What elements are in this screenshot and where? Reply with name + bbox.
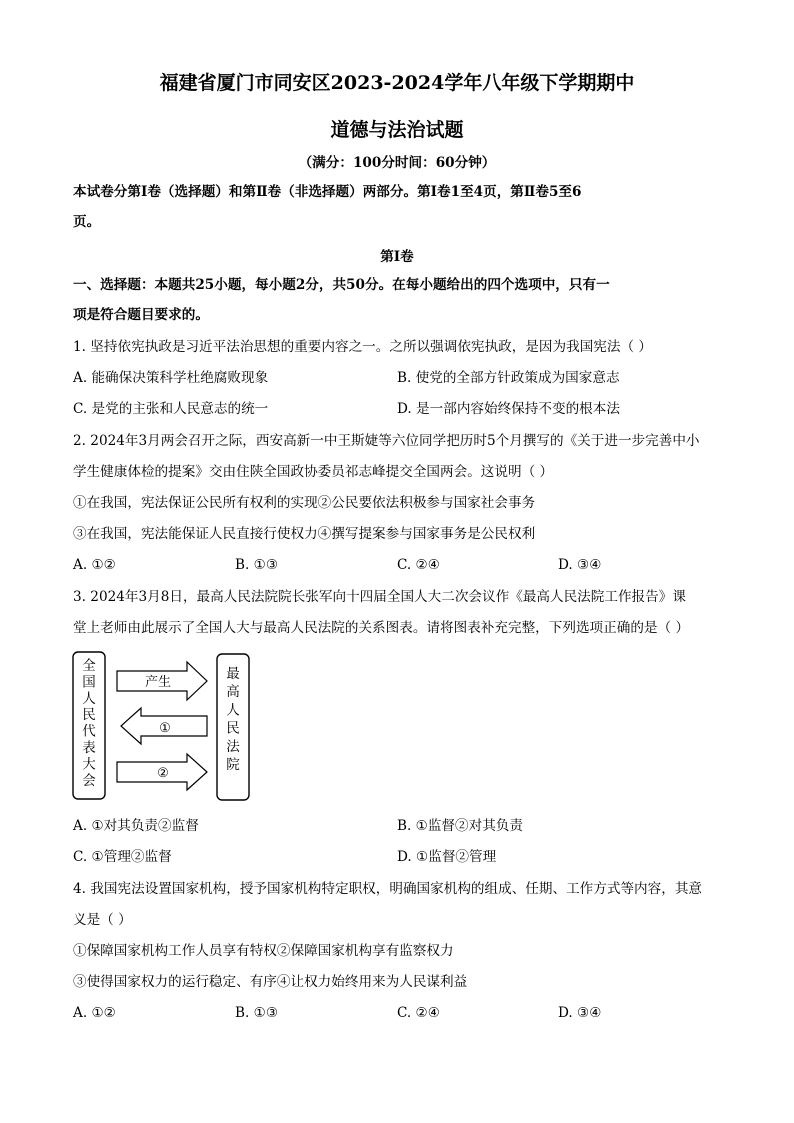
q2-statements-1: ①在我国，宪法保证公民所有权利的实现②公民要依法积极参与国家社会事务 <box>73 495 536 511</box>
relationship-diagram <box>71 650 253 802</box>
q1-option-d: D. 是一部内容始终保持不变的根本法 <box>397 401 620 417</box>
arrow-middle-label: ① <box>159 721 171 736</box>
intro-line-2: 页。 <box>73 214 101 230</box>
score-time: （满分：100分时间：60分钟） <box>298 155 496 171</box>
spc-box-text: 最高人民法院 <box>226 666 240 773</box>
q4-statements-2: ③使得国家权力的运行稳定、有序④让权力始终用来为人民谋利益 <box>73 974 468 990</box>
q3-option-b: B. ①监督②对其负责 <box>397 818 523 834</box>
q4-stem-1: 4. 我国宪法设置国家机构，授予国家机构特定职权，明确国家机构的组成、任期、工作方式等内容，其意 <box>73 881 703 897</box>
arrow-bottom-label: ② <box>157 766 169 781</box>
volume-label: 第Ⅰ卷 <box>380 249 414 265</box>
q3-option-d: D. ①监督②管理 <box>397 849 497 865</box>
q2-option-b: B. ①③ <box>235 557 279 573</box>
q4-statements-1: ①保障国家机构工作人员享有特权②保障国家机构享有监察权力 <box>73 943 454 959</box>
q2-option-c: C. ②④ <box>397 557 440 573</box>
q4-option-d: D. ③④ <box>558 1005 602 1021</box>
exam-subtitle: 道德与法治试题 <box>330 119 464 141</box>
section-instruction-1: 一、选择题：本题共25小题，每小题2分，共50分。在每小题给出的四个选项中，只有一 <box>73 277 610 293</box>
q1-stem: 1. 坚持依宪执政是习近平法治思想的重要内容之一。之所以强调依宪执政，是因为我国宪法（ ） <box>73 339 652 355</box>
q4-stem-2: 义是（ ） <box>73 912 132 928</box>
q2-option-a: A. ①② <box>73 557 116 573</box>
q2-statements-2: ③在我国，宪法能保证人民直接行使权力④撰写提案参与国家事务是公民权利 <box>73 526 536 542</box>
q1-option-c: C. 是党的主张和人民意志的统一 <box>73 401 269 417</box>
intro-line-1: 本试卷分第Ⅰ卷（选择题）和第Ⅱ卷（非选择题）两部分。第Ⅰ卷1至4页，第Ⅱ卷5至6 <box>73 184 582 200</box>
q2-stem-2: 学生健康体检的提案》交由住陕全国政协委员祁志峰提交全国两会。这说明（ ） <box>73 464 554 480</box>
exam-title: 福建省厦门市同安区2023-2024学年八年级下学期期中 <box>159 72 635 94</box>
q3-stem-1: 3. 2024年3月8日，最高人民法院院长张军向十四届全国人大二次会议作《最高人民法院工作报告》课 <box>73 589 686 605</box>
q3-stem-2: 堂上老师由此展示了全国人大与最高人民法院的关系图表。请将图表补充完整，下列选项正确的是（ ） <box>73 620 690 636</box>
section-instruction-2: 项是符合题目要求的。 <box>73 307 209 323</box>
q3-option-c: C. ①管理②监督 <box>73 849 172 865</box>
arrow-top-label: 产生 <box>144 675 172 690</box>
q4-option-a: A. ①② <box>73 1005 116 1021</box>
q1-option-a: A. 能确保决策科学杜绝腐败现象 <box>73 370 269 386</box>
npc-box-text: 全国人民代表大会 <box>82 658 96 789</box>
q1-option-b: B. 使党的全部方针政策成为国家意志 <box>397 370 620 386</box>
q4-option-c: C. ②④ <box>397 1005 440 1021</box>
q3-option-a: A. ①对其负责②监督 <box>73 818 199 834</box>
q4-option-b: B. ①③ <box>235 1005 279 1021</box>
q2-option-d: D. ③④ <box>558 557 602 573</box>
q2-stem-1: 2. 2024年3月两会召开之际，西安高新一中王斯婕等六位同学把历时5个月撰写的《关于进一步完善中小 <box>73 433 700 449</box>
